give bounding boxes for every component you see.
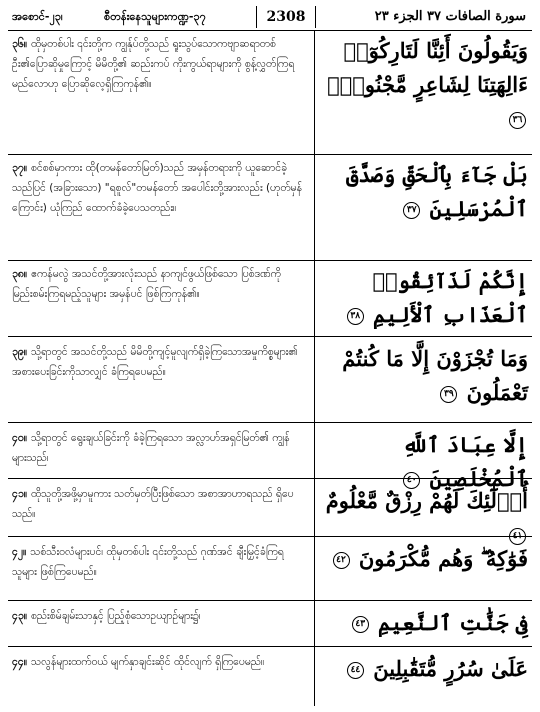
verse-translation [12,158,306,218]
verse-number: ၃၈။ [12,268,28,280]
verse-arabic [322,542,528,576]
verse-number: ၄၂။ [12,546,27,558]
verse-number: ၄၃။ [12,610,27,622]
arabic-text: وَمَا تُجْزَوْنَ إِلَّا مَا كُنتُمْ تَعْمَلُونَ [342,346,528,405]
verse-end-marker-icon: ٣٩ [440,386,457,403]
page-header [8,6,532,31]
verse-translation [12,428,306,468]
verse-number: ၄၄။ [12,656,27,668]
verse-number: ၄၁။ [12,488,27,500]
verse-arabic [322,342,528,410]
verse-end-marker-icon: ٤٤ [347,662,364,679]
column-divider [314,30,315,706]
verse-end-marker-icon: ٣٧ [403,202,420,219]
verse-end-marker-icon: ٤١ [509,528,526,545]
verse-separator [8,260,532,261]
verse-number: ၃၆။ [12,38,27,50]
verse-text: သစ်သီးဝလံများပင်၊ ထိုမှတစ်ပါး ၎င်းတို့သည် ဂုဏ်အင် ချီးမြှင့်ခံကြရသူများ ဖြစ်ကြပေမည်။ [12,546,284,578]
arabic-text: فِى جَنَّٰتِ ٱلنَّعِيمِ [378,610,528,635]
header-arabic-title: سورة الصافات ٣٧ الجزء ٢٣ [374,9,526,24]
verse-separator [8,478,532,479]
verse-text: သလွန်များထက်ဝယ် မျက်နှာချင်းဆိုင် ထိုင်လျက် ရှိကြပေမည်။ [31,656,265,668]
verse-number: ၃၇။ [12,162,27,174]
verse-arabic [322,158,528,226]
verse-text: ထိုသူတို့အဖို့မှာမူကား သတ်မှတ်ပြီးဖြစ်သော အစာအာဟာရသည် ရှိပေသည်။ [12,488,294,520]
page [8,6,532,706]
verse-translation [12,606,306,626]
page-number: 2308 [256,6,316,28]
verse-arabic [322,652,528,686]
verse-end-marker-icon: ٤٠ [403,472,420,489]
verse-text: စင်စစ်မှာကား ထို(တမန်တော်မြတ်)သည် အမှန်တရားကို ယူဆောင်ခဲ့သည်ပြင် (အခြားသော) "ရစူလ်"တမန်တော် အပေါင်းတို့အားလည်း (ဟုတ်မှန်ကြောင်း) ယုံကြည် ထောက်ခံခဲ့ပေသတည်း။ [12,162,302,214]
verse-end-marker-icon: ٣٦ [509,112,526,129]
verse-translation [12,542,306,582]
arabic-text: أُو۟لَٰٓئِكَ لَهُمْ رِزْقٌ مَّعْلُومٌ [325,488,528,513]
verse-arabic [322,34,528,136]
verse-separator [8,422,532,423]
verse-translation [12,342,306,382]
arabic-text: عَلَىٰ سُرُرٍ مُّتَقَٰبِلِينَ [373,656,528,681]
verse-end-marker-icon: ٣٨ [347,308,364,325]
verse-translation [12,484,306,524]
verse-number: ၄၀။ [12,432,27,444]
verse-translation [12,34,306,94]
arabic-text: وَيَقُولُونَ أَئِنَّا لَتَارِكُوٓا۟ ءَالِهَتِنَا لِشَاعِرٍ مَّجْنُونٍۭ [327,38,528,97]
verse-arabic [322,606,528,640]
verse-end-marker-icon: ٤٢ [333,552,350,569]
verse-translation [12,652,306,672]
verse-separator [8,154,532,155]
verse-text: သို့ရာတွင် အသင်တို့သည် မိမိတို့ကျင့်မူလျက်ရှိခဲ့ကြသောအမှုကိစ္စများ၏ အစားပေးခြင်းကိုသာလျှင် ခံကြရပေမည်။ [12,346,298,378]
arabic-text: فَوَٰكِهُ ۖ وَهُم مُّكْرَمُونَ [358,546,528,571]
verse-separator [8,646,532,647]
verse-separator [8,536,532,537]
verse-text: သို့ရာတွင် ရွေးချယ်ခြင်းကို ခံခဲ့ကြရသော အလ္လာဟ်အရှင်မြတ်၏ ကျွန်များသည်၊ [12,432,290,464]
arabic-text: إِلَّا عِبَادَ ٱللَّهِ ٱلْمُخْلَصِينَ [402,432,528,491]
verse-end-marker-icon: ٤٣ [352,616,369,633]
verse-separator [8,600,532,601]
arabic-text: إِنَّكُمْ لَذَآئِقُوا۟ ٱلْعَذَابِ ٱلْأَلِيمِ [372,268,528,327]
verse-separator [8,336,532,337]
verse-text: ထိုမှတစ်ပါး ၎င်းတို့က ကျွန်ုပ်တို့သည် ရူးသွပ်သောကဗျာဆရာတစ်ဦး၏ပြောဆိုမှုကြောင့် မိမိတို့၏ ဆည်းကပ် ကိုးကွယ်ရာများကို စွန့်လွှတ်ကြရမည်လောဟု ပြောဆိုလေ့ရှိကြကုန်၏။ [12,38,295,90]
verse-number: ၃၉။ [12,346,27,358]
header-part-label: အစောင်-၂၃၊ [12,10,63,23]
verse-arabic [314,264,528,332]
verse-translation [12,264,306,304]
header-chapter-title: စီတန်းနေသူများကဏ္ဍ-၃၇ [104,10,206,23]
verse-text: စည်းစိမ်ချမ်းသာနှင့် ပြည့်စုံသောဥယျာဉ်များ၌၊ [31,610,201,622]
arabic-text: بَلْ جَآءَ بِٱلْحَقِّ وَصَدَّقَ ٱلْمُرْسَلِينَ [346,162,528,221]
verse-text: ဧကန်မလွဲ အသင်တို့အားလုံးသည် နာကျင်ဖွယ်ဖြစ်သော ပြစ်ဒဏ်ကို မြည်းစမ်းကြရမည့်သူများ အမှန်ပင် ဖြစ်ကြကုန်၏။ [12,268,281,300]
